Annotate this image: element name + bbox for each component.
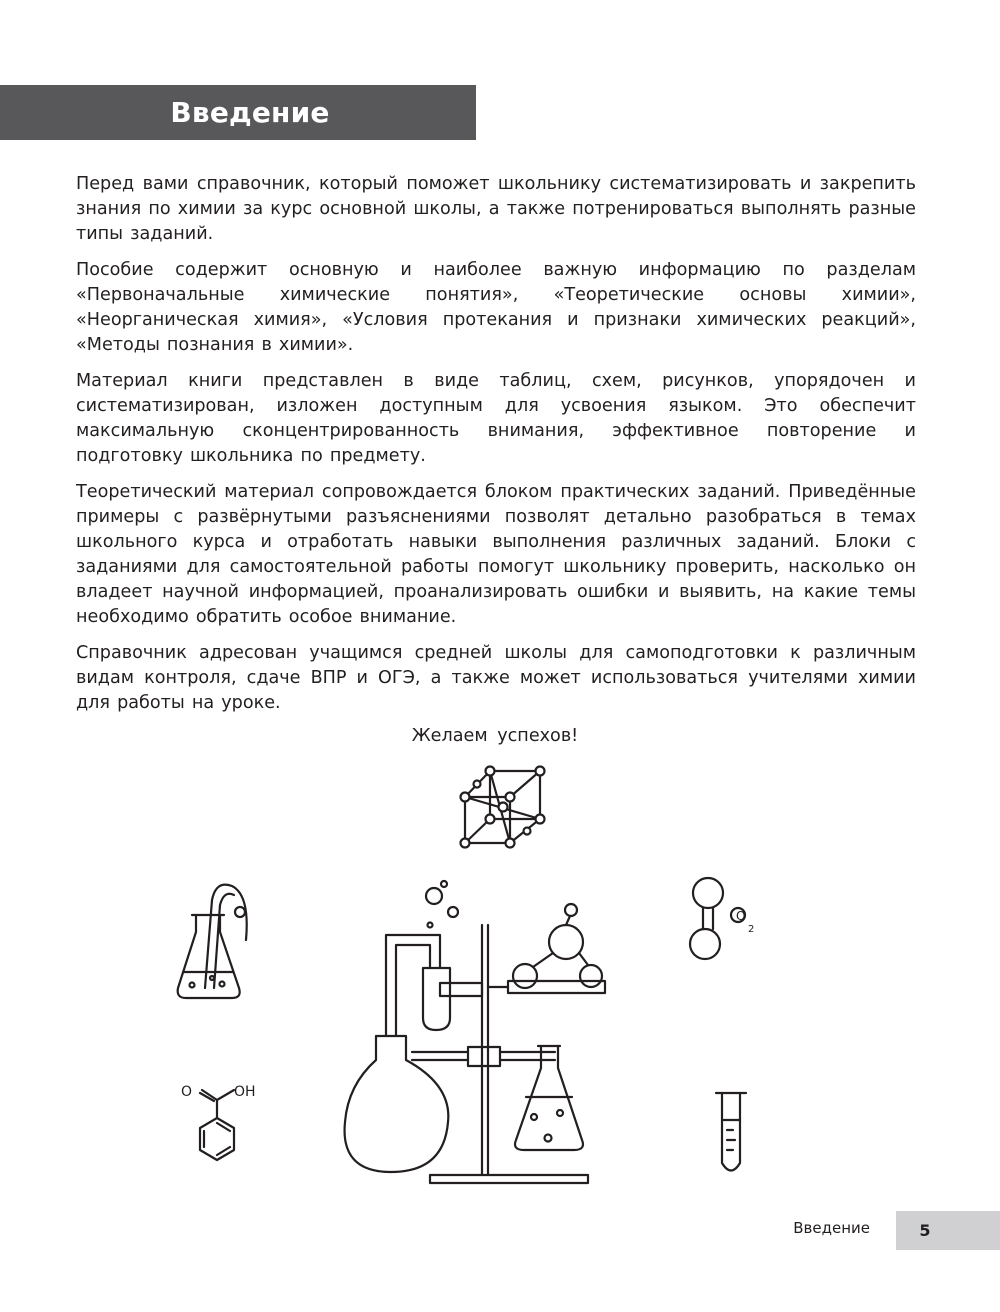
oxygen-label: O: [181, 1084, 193, 1100]
paragraph: Пособие содержит основную и наиболее важную информацию по разделам «Первоначальные химические понятия», «Теоретические основы химии», «Неорганическая химия», «Условия протекания и признаки химических реакций», «Методы познания в химии».: [76, 260, 916, 355]
paragraph: Перед вами справочник, который поможет школьнику систематизировать и закрепить знания по химии за курс основной школы, а также потренироваться выполнять разные типы заданий.: [76, 174, 916, 244]
crystal-lattice-icon: [461, 767, 545, 848]
closing-wish: Желаем успехов!: [411, 726, 579, 746]
conical-flask-icon: [178, 885, 247, 998]
page-number: 5: [919, 1221, 931, 1240]
bubbles-icon: [426, 881, 458, 928]
round-bottom-flask-icon: [345, 935, 450, 1172]
o2-label: O: [736, 909, 746, 923]
running-footer-label: Введение: [793, 1219, 870, 1237]
erlenmeyer-flask-icon: [515, 1046, 583, 1150]
o2-subscript: 2: [748, 924, 755, 935]
paragraph: Теоретический материал сопровождается блоком практических заданий. Приведённые примеры с развёрнутыми разъяснениями позволят детально разобраться в темах школьного курса и отработать навыки выполнения различных заданий. Блоки с заданиями для самостоятельной работы помогут школьнику проверить, насколько он владеет научной информацией, проанализировать ошибки и выявить, на какие темы необходимо обратить особое внимание.: [76, 482, 916, 627]
paragraph: Материал книги представлен в виде таблиц, схем, рисунков, упорядочен и систематизирован, изложен доступным для усвоения языком. Это обеспечит максимальную сконцентрированность внимания, эффективное повторение и подготовку школьника по предмету.: [76, 371, 916, 466]
molecule-model-icon: [513, 904, 602, 988]
benzoic-acid-structure-icon: [200, 1090, 234, 1160]
test-tube-icon: [716, 1093, 746, 1171]
page-number-tab: [896, 1211, 1000, 1250]
page-title: Введение: [170, 96, 330, 129]
hydroxyl-label: OH: [234, 1084, 256, 1100]
paragraph: Справочник адресован учащимся средней школы для самоподготовки к различным видам контроля, сдаче ВПР и ОГЭ, а также может использоваться учителями химии для работы на уроке.: [76, 643, 916, 713]
